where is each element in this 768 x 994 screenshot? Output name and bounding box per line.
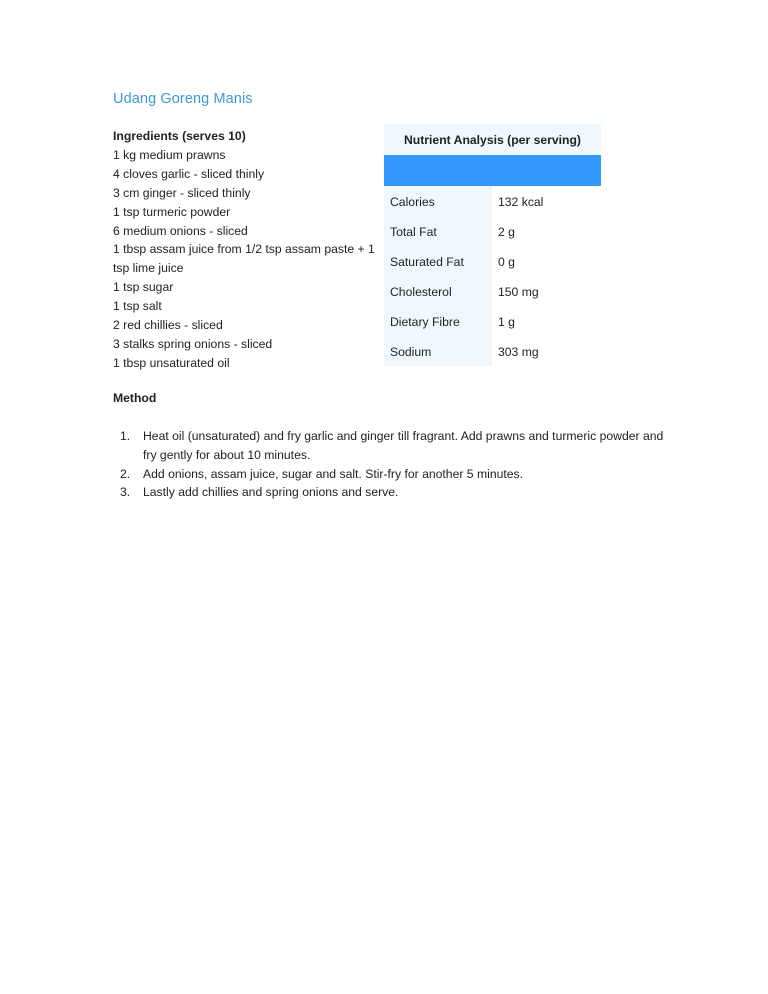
nutrient-row <box>384 216 601 246</box>
method-heading: Method <box>113 391 157 405</box>
step-text: Lastly add chillies and spring onions and serve. <box>143 485 399 500</box>
ingredient-item: 3 stalks spring onions - sliced <box>113 336 273 351</box>
nutrient-value: 303 mg <box>498 345 539 359</box>
nutrient-value: 132 kcal <box>498 195 544 209</box>
nutrient-label: Total Fat <box>384 216 492 246</box>
step-number: 2. <box>120 466 131 481</box>
ingredient-item: 1 tbsp assam juice from 1/2 tsp assam paste + 1 tsp lime juice <box>113 242 375 276</box>
method-step <box>113 483 673 502</box>
step-number: 1. <box>120 429 131 443</box>
ingredient-item: 1 tsp sugar <box>113 280 174 295</box>
ingredient-item: 1 tbsp unsaturated oil <box>113 355 230 370</box>
nutrient-row <box>384 246 601 276</box>
step-text: Heat oil (unsaturated) and fry garlic and ginger till fragrant. Add prawns and turmeric powder and fry gently for about 10 minutes. <box>143 429 664 462</box>
ingredient-item: 6 medium onions - sliced <box>113 223 248 238</box>
nutrient-value: 0 g <box>498 255 515 269</box>
method-list <box>113 427 673 502</box>
nutrient-label: Sodium <box>384 336 492 366</box>
method-step <box>113 465 673 484</box>
nutrient-table <box>384 124 601 366</box>
ingredients-list <box>113 146 393 373</box>
nutrient-label: Cholesterol <box>384 276 492 306</box>
nutrient-label: Calories <box>384 186 492 216</box>
nutrient-table-header-bar <box>384 155 601 186</box>
nutrient-value: 1 g <box>498 315 515 329</box>
ingredient-item: 1 tsp salt <box>113 299 162 314</box>
step-number: 3. <box>120 485 131 500</box>
ingredients-section <box>113 127 393 373</box>
nutrient-label: Saturated Fat <box>384 246 492 276</box>
nutrient-value: 2 g <box>498 225 515 239</box>
step-text: Add onions, assam juice, sugar and salt. Stir-fry for another 5 minutes. <box>143 466 524 481</box>
ingredient-item: 1 tsp turmeric powder <box>113 204 231 219</box>
nutrient-table-title: Nutrient Analysis (per serving) <box>384 124 601 155</box>
ingredients-heading: Ingredients (serves 10) <box>113 129 246 143</box>
ingredient-item: 3 cm ginger - sliced thinly <box>113 185 251 200</box>
nutrient-row <box>384 306 601 336</box>
nutrient-row <box>384 276 601 306</box>
nutrient-label: Dietary Fibre <box>384 306 492 336</box>
ingredient-item: 4 cloves garlic - sliced thinly <box>113 166 265 181</box>
recipe-title: Udang Goreng Manis <box>113 91 253 107</box>
nutrient-row <box>384 186 601 216</box>
ingredient-item: 2 red chillies - sliced <box>113 318 223 333</box>
nutrient-row <box>384 336 601 366</box>
nutrient-value: 150 mg <box>498 285 539 299</box>
ingredient-item: 1 kg medium prawns <box>113 147 226 162</box>
method-step <box>113 427 673 465</box>
